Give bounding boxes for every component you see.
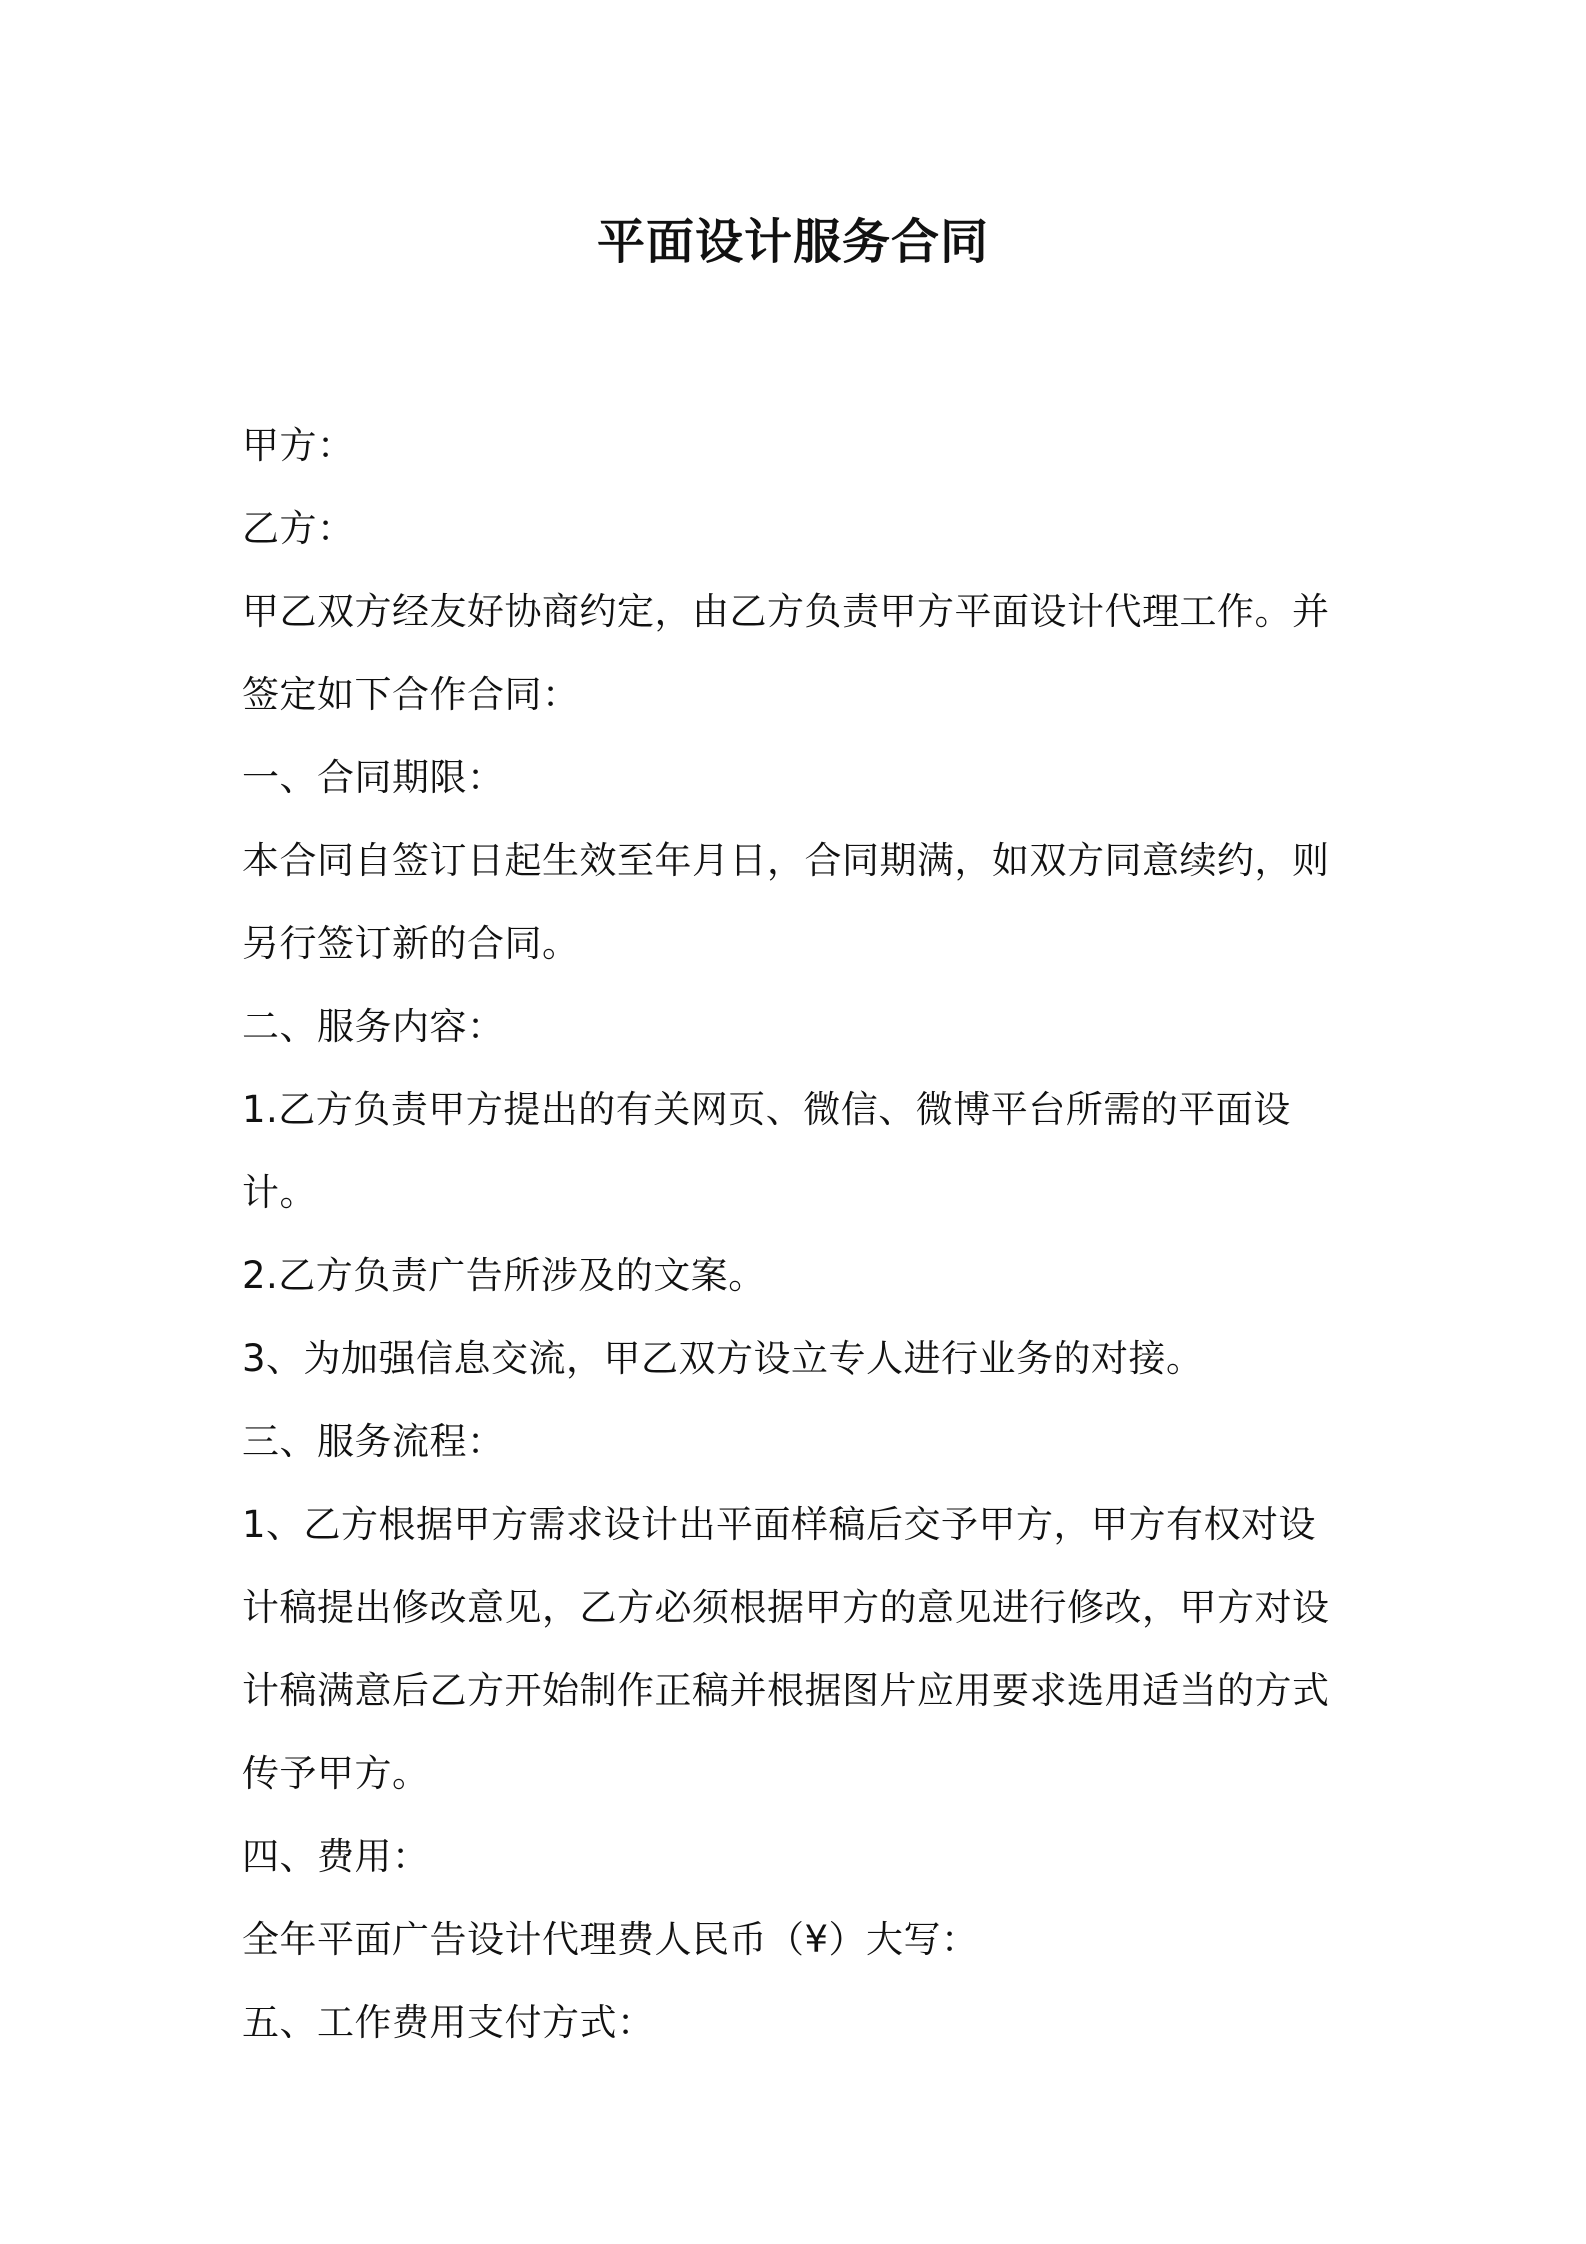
section-heading-process: 三、服务流程： bbox=[242, 1420, 505, 1463]
contract-title: 平面设计服务合同 bbox=[596, 214, 989, 270]
services-item-3: 3、为加强信息交流，甲乙双方设立专人进行业务的对接。 bbox=[242, 1337, 1204, 1380]
term-paragraph: 本合同自签订日起生效至年月日，合同期满，如双方同意续约，则另行签订新的合同。 bbox=[242, 839, 1330, 965]
party-b-line: 乙方： bbox=[242, 507, 355, 550]
services-item-2: 2.乙方负责广告所涉及的文案。 bbox=[242, 1254, 766, 1297]
contract-body bbox=[242, 404, 1352, 2064]
section-heading-payment: 五、工作费用支付方式： bbox=[242, 2001, 655, 2044]
section-heading-services: 二、服务内容： bbox=[242, 1005, 505, 1048]
section-heading-fees: 四、费用： bbox=[242, 1835, 430, 1878]
process-paragraph: 1、乙方根据甲方需求设计出平面样稿后交予甲方，甲方有权对设计稿提出修改意见，乙方必须根据甲方的意见进行修改，甲方对设计稿满意后乙方开始制作正稿并根据图片应用要求选用适当的方式传予甲方。 bbox=[242, 1503, 1330, 1795]
fees-paragraph: 全年平面广告设计代理费人民币（¥）大写： bbox=[242, 1918, 979, 1961]
party-a-line: 甲方： bbox=[242, 424, 355, 467]
intro-paragraph: 甲乙双方经友好协商约定，由乙方负责甲方平面设计代理工作。并签定如下合作合同： bbox=[242, 590, 1330, 716]
section-heading-term: 一、合同期限： bbox=[242, 756, 505, 799]
services-item-1: 1.乙方负责甲方提出的有关网页、微信、微博平台所需的平面设计。 bbox=[242, 1088, 1291, 1214]
